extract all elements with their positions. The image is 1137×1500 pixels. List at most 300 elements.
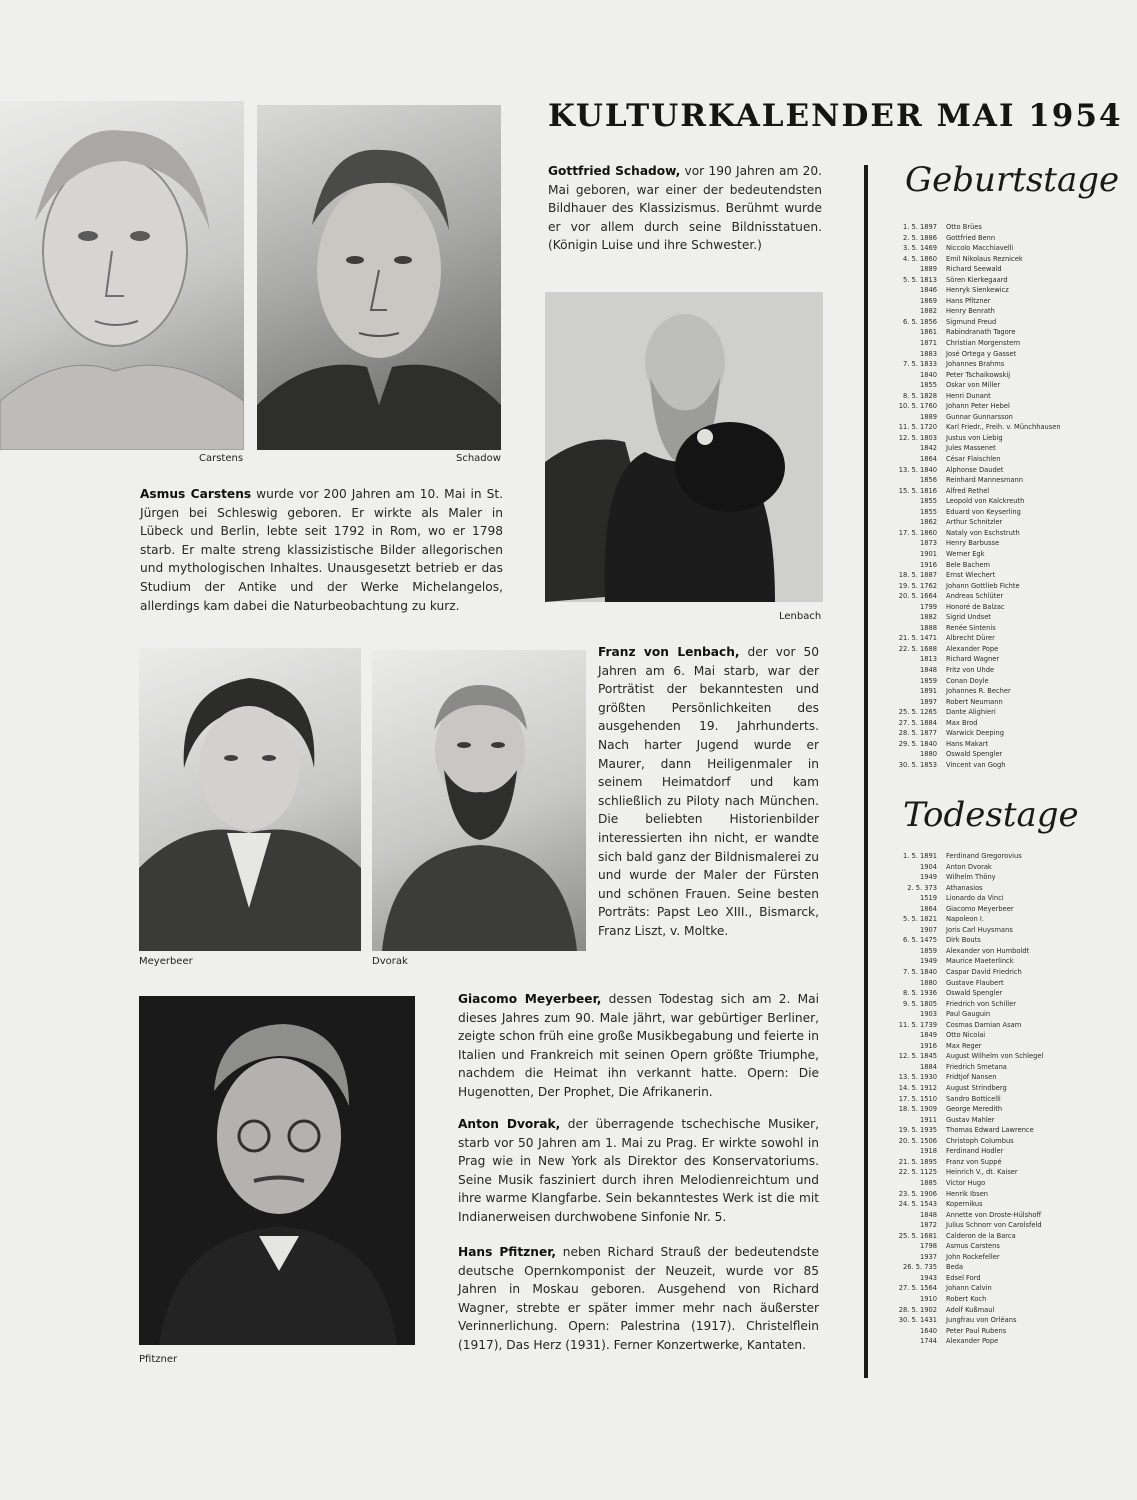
death-entry-name: Gustav Mahler <box>946 1115 995 1124</box>
birthday-entry-name: Conan Doyle <box>946 676 989 685</box>
death-entry <box>880 1167 1043 1178</box>
birthday-entry-name: Alphonse Daudet <box>946 465 1004 474</box>
birthday-entry <box>880 380 1061 391</box>
death-entry-name: Henrik Ibsen <box>946 1189 989 1198</box>
death-entry <box>880 1252 1043 1263</box>
death-entry <box>880 1241 1043 1252</box>
birthday-entry-name: Leopold von Kalckreuth <box>946 497 1025 506</box>
birthday-entry <box>880 465 1061 476</box>
death-entry <box>880 925 1043 936</box>
birthday-entry-date: 1871 <box>919 339 937 348</box>
birthday-entry <box>880 443 1061 454</box>
birthday-entry-name: Alexander Pope <box>946 644 999 653</box>
death-entry <box>880 1104 1043 1115</box>
birthday-entry <box>880 475 1061 486</box>
death-entry <box>880 893 1043 904</box>
birthday-entry-date: 1855 <box>919 507 937 516</box>
birthday-entry-date: 22. 5. 1688 <box>898 644 937 653</box>
birthday-entry <box>880 749 1061 760</box>
death-entry-date: 1937 <box>919 1252 937 1261</box>
birthday-entry-name: Otto Brües <box>946 223 982 231</box>
article-carstens: Asmus Carstens wurde vor 200 Jahren am 10. Mai in St. Jürgen bei Schleswig geboren. Er wirkte als Maler in Lübeck und Berlin, lebte seit 1792 in Rom, wo er 1798 starb. Er malte streng klassizistische Bilder allegorischen und mythologischen Inhaltes. Unausgesetzt betrieb er das Studium der Antike und der Werke Michelangelos, allerdings kam dabei die Naturbeobachtung zu kurz. <box>140 487 504 613</box>
death-entry-name: Franz von Suppé <box>946 1157 1002 1166</box>
death-entry-name: Friedrich von Schiller <box>946 999 1016 1008</box>
birthday-entry-name: Fritz von Uhde <box>946 665 995 674</box>
birthday-entry-date: 13. 5. 1840 <box>898 465 937 474</box>
birthday-entry-date: 1855 <box>919 381 937 390</box>
death-entry-date: 7. 5. 1840 <box>902 968 937 977</box>
death-entry-date: 1907 <box>919 925 937 934</box>
death-entry <box>880 872 1043 883</box>
birthday-entry <box>880 222 1061 233</box>
death-entry-date: 12. 5. 1845 <box>898 1052 937 1061</box>
birthday-entry-name: Jules Massenet <box>946 444 996 453</box>
birthday-entry-name: Renée Sintenis <box>946 623 996 632</box>
death-entry <box>880 883 1043 894</box>
birthday-entry-name: Bele Bachem <box>946 560 991 569</box>
birthday-entry <box>880 517 1061 528</box>
death-entry-date: 23. 5. 1906 <box>898 1189 937 1198</box>
death-entry <box>880 1020 1043 1031</box>
death-entry-name: Oswald Spengler <box>946 989 1003 998</box>
birthday-entry-name: Arthur Schnitzler <box>946 518 1003 527</box>
death-entry-date: 8. 5. 1936 <box>902 989 937 998</box>
death-entry-date: 1910 <box>919 1294 937 1303</box>
birthday-entry <box>880 422 1061 433</box>
death-entry-name: Beda <box>946 1263 964 1272</box>
death-entry <box>880 1157 1043 1168</box>
birthday-entry-name: Oskar von Miller <box>946 381 1001 390</box>
death-entry-name: Annette von Droste-Hülshoff <box>946 1210 1042 1219</box>
death-entry <box>880 1178 1043 1189</box>
death-entry <box>880 956 1043 967</box>
death-entry-date: 27. 5. 1564 <box>898 1284 937 1293</box>
deaths-heading: Todestage <box>903 795 1079 835</box>
death-entry-date: 1949 <box>919 957 937 966</box>
page-title: KULTURKALENDER MAI 1954 <box>548 98 1123 134</box>
death-entry <box>880 1220 1043 1231</box>
death-entry-name: Giacomo Meyerbeer <box>946 904 1014 913</box>
birthdays-list <box>880 222 1061 770</box>
birthday-entry-date: 1848 <box>919 665 937 674</box>
birthday-entry-date: 1888 <box>919 623 937 632</box>
birthday-entry-name: Sören Kierkegaard <box>946 275 1008 284</box>
article-meyerbeer: Giacomo Meyerbeer, dessen Todestag sich am 2. Mai dieses Jahres zum 90. Male jährt, war gebürtiger Berliner, zeigte schon früh eine große Musikbegabung und feierte in Italien und Frankreich mit seinen Opern größte Triumphe, nachdem die Heimat ihn verkannt hatte. Opern: Die Hugenotten, Der Prophet, Die Afrikanerin. <box>458 992 819 1099</box>
birthday-entry-name: Oswald Spengler <box>946 750 1003 759</box>
birthday-entry <box>880 317 1061 328</box>
birthday-entry-name: Vincent van Gogh <box>946 760 1006 769</box>
birthday-entry <box>880 233 1061 244</box>
birthday-entry <box>880 275 1061 286</box>
birthday-entry-date: 20. 5. 1664 <box>898 592 937 601</box>
birthday-entry <box>880 560 1061 571</box>
birthday-entry-name: Andreas Schlüter <box>946 592 1004 601</box>
death-entry-name: Cosmas Damian Asam <box>946 1020 1022 1029</box>
death-entry <box>880 1094 1043 1105</box>
birthday-entry-name: Richard Wagner <box>946 655 1000 664</box>
birthday-entry-name: Johann Peter Hebel <box>946 402 1010 411</box>
death-entry-date: 13. 5. 1930 <box>898 1073 937 1082</box>
birthday-entry-date: 1882 <box>919 307 937 316</box>
birthday-entry <box>880 264 1061 275</box>
death-entry-date: 2. 5. 373 <box>907 883 937 892</box>
death-entry-name: Victor Hugo <box>946 1178 986 1187</box>
portrait-schadow <box>257 105 501 450</box>
birthday-entry-date: 1862 <box>919 518 937 527</box>
article-dvorak: Anton Dvorak, der überragende tschechische Musiker, starb vor 50 Jahren am 1. Mai zu Prag. Er wirkte sowohl in Prag wie in New York als Direktor des Konservatoriums. Seine Musik fasziniert durch ihren Melodienreichtum und ihre warme Klangfarbe. Sein bekanntestes Werk ist die mit Indianerweisen durchwobene Sinfonie Nr. 5. <box>458 1117 819 1224</box>
death-entry-date: 1903 <box>919 1010 937 1019</box>
birthday-entry-name: Rabindranath Tagore <box>946 328 1016 337</box>
caption-schadow: Schadow <box>456 453 501 464</box>
death-entry <box>880 851 1043 862</box>
death-entry-name: Johann Calvin <box>946 1284 992 1293</box>
article-schadow: Gottfried Schadow, vor 190 Jahren am 20. Mai geboren, war einer der bedeutendsten Bildhauer des Klassizismus. Berühmt wurde er vor allem durch seine Bildnisstatuen. (Königin Luise und ihre Schwester.) <box>548 164 822 253</box>
death-entry <box>880 914 1043 925</box>
death-entry-date: 14. 5. 1912 <box>898 1084 937 1093</box>
birthday-entry-name: Niccolo Macchiavelli <box>946 244 1014 253</box>
birthday-entry-name: Robert Neumann <box>946 697 1003 706</box>
birthday-entry-name: Hans Makart <box>946 739 989 748</box>
death-entry-name: Heinrich V., dt. Kaiser <box>946 1168 1018 1177</box>
birthday-entry <box>880 633 1061 644</box>
birthday-entry <box>880 486 1061 497</box>
death-entry-name: Alexander Pope <box>946 1337 999 1346</box>
death-entry <box>880 1051 1043 1062</box>
birthday-entry-date: 30. 5. 1853 <box>898 760 937 769</box>
birthday-entry-date: 1861 <box>919 328 937 337</box>
birthday-entry <box>880 401 1061 412</box>
birthday-entry-name: Max Brod <box>946 718 978 727</box>
death-entry <box>880 1326 1043 1337</box>
birthday-entry-date: 3. 5. 1469 <box>902 244 937 253</box>
caption-meyerbeer: Meyerbeer <box>139 956 193 967</box>
death-entry-name: August Wilhelm von Schlegel <box>946 1052 1044 1061</box>
portrait-carstens <box>0 101 244 450</box>
death-entry-name: Julius Schnorr von Carolsfeld <box>946 1221 1042 1230</box>
birthday-entry-date: 1873 <box>919 539 937 548</box>
birthday-entry-date: 1842 <box>919 444 937 453</box>
birthday-entry <box>880 370 1061 381</box>
death-entry-date: 1949 <box>919 873 937 882</box>
birthday-entry-date: 1889 <box>919 265 937 274</box>
birthday-entry <box>880 707 1061 718</box>
death-entry-date: 1904 <box>919 862 937 871</box>
death-entry <box>880 862 1043 873</box>
birthday-entry-name: Nataly von Eschstruth <box>946 528 1020 537</box>
birthday-entry-name: Honoré de Balzac <box>946 602 1005 611</box>
birthday-entry <box>880 243 1061 254</box>
birthday-entry-name: Dante Alighieri <box>946 708 996 717</box>
death-entry-date: 1864 <box>919 904 937 913</box>
birthday-entry-date: 1799 <box>919 602 937 611</box>
death-entry-name: Asmus Carstens <box>946 1242 1000 1251</box>
death-entry-name: Ferdinand Gregorovius <box>946 852 1022 860</box>
birthday-entry <box>880 254 1061 265</box>
birthday-entry-name: Henry Barbusse <box>946 539 1000 548</box>
birthday-entry-date: 18. 5. 1887 <box>898 571 937 580</box>
death-entry <box>880 1305 1043 1316</box>
death-entry <box>880 1199 1043 1210</box>
death-entry-date: 1848 <box>919 1210 937 1219</box>
death-entry-name: Alexander von Humboldt <box>946 946 1030 955</box>
death-entry-date: 1849 <box>919 1031 937 1040</box>
death-entry-date: 30. 5. 1431 <box>898 1316 937 1325</box>
birthday-entry-name: Johannes R. Becher <box>946 687 1011 696</box>
death-entry-date: 24. 5. 1543 <box>898 1200 937 1209</box>
death-entry <box>880 1262 1043 1273</box>
death-entry <box>880 1062 1043 1073</box>
birthday-entry-date: 25. 5. 1265 <box>898 708 937 717</box>
birthday-entry-date: 1864 <box>919 455 937 464</box>
death-entry-date: 19. 5. 1935 <box>898 1126 937 1135</box>
birthday-entry-name: Gunnar Gunnarsson <box>946 412 1013 421</box>
death-entry <box>880 1273 1043 1284</box>
sidebar-divider <box>864 165 868 1378</box>
birthday-entry-name: Sigmund Freud <box>946 317 997 326</box>
death-entry-date: 1859 <box>919 946 937 955</box>
death-entry-name: Napoleon I. <box>946 915 984 924</box>
birthday-entry <box>880 676 1061 687</box>
birthday-entry-date: 1869 <box>919 296 937 305</box>
birthday-entry <box>880 718 1061 729</box>
death-entry-date: 1. 5. 1891 <box>902 852 937 860</box>
death-entry-date: 1880 <box>919 978 937 987</box>
death-entry-date: 1943 <box>919 1273 937 1282</box>
birthday-entry-date: 6. 5. 1856 <box>902 317 937 326</box>
birthday-entry-date: 1846 <box>919 286 937 295</box>
death-entry-name: Joris Carl Huysmans <box>946 925 1013 934</box>
birthday-entry <box>880 327 1061 338</box>
death-entry-date: 21. 5. 1895 <box>898 1157 937 1166</box>
death-entry <box>880 1136 1043 1147</box>
caption-dvorak: Dvorak <box>372 956 408 967</box>
birthday-entry-date: 8. 5. 1828 <box>902 391 937 400</box>
birthday-entry <box>880 412 1061 423</box>
death-entry-name: Wilhelm Thöny <box>946 873 996 882</box>
death-entry <box>880 1009 1043 1020</box>
death-entry-date: 1911 <box>919 1115 937 1124</box>
birthday-entry-name: Henry Benrath <box>946 307 995 316</box>
birthday-entry <box>880 728 1061 739</box>
birthday-entry-date: 2. 5. 1886 <box>902 233 937 242</box>
caption-carstens: Carstens <box>199 453 244 464</box>
birthday-entry-date: 27. 5. 1884 <box>898 718 937 727</box>
death-entry-date: 1872 <box>919 1221 937 1230</box>
birthday-entry-date: 29. 5. 1840 <box>898 739 937 748</box>
death-entry <box>880 1336 1043 1347</box>
death-entry <box>880 967 1043 978</box>
birthday-entry <box>880 433 1061 444</box>
birthday-entry-date: 1882 <box>919 613 937 622</box>
article-lenbach: Franz von Lenbach, der vor 50 Jahren am 6. Mai starb, war der Porträtist der bekanntesten und größten Persönlichkeiten des ausgehenden 19. Jahrhunderts. Nach harter Jugend wurde er Maurer, dann Heiligenmaler in seinem Heimatdorf und kam schließlich zu Piloty nach München. Die beliebten Historienbilder interessierten ihn nicht, er wandte sich bald ganz der Bildnismalerei zu und wurde der Maler der Fürsten und schönen Frauen. Seine besten Porträts: Papst Leo XIII., Bismarck, Franz Liszt, v. Moltke. <box>598 645 820 938</box>
birthday-entry-date: 19. 5. 1762 <box>898 581 937 590</box>
death-entry-date: 22. 5. 1125 <box>898 1168 937 1177</box>
birthday-entry <box>880 349 1061 360</box>
death-entry-name: Caspar David Friedrich <box>946 968 1022 977</box>
birthday-entry-date: 10. 5. 1760 <box>898 402 937 411</box>
death-entry-name: Paul Gauguin <box>946 1010 991 1019</box>
death-entry-name: John Rockefeller <box>946 1252 1000 1261</box>
death-entry <box>880 1083 1043 1094</box>
death-entry <box>880 1189 1043 1200</box>
birthday-entry <box>880 623 1061 634</box>
birthday-entry-date: 4. 5. 1860 <box>902 254 937 263</box>
birthday-entry <box>880 739 1061 750</box>
death-entry-date: 1744 <box>919 1337 937 1346</box>
death-entry-name: Max Reger <box>946 1041 982 1050</box>
death-entry-date: 18. 5. 1909 <box>898 1105 937 1114</box>
death-entry-name: Peter Paul Rubens <box>946 1326 1007 1335</box>
birthday-entry <box>880 760 1061 771</box>
birthday-entry <box>880 359 1061 370</box>
death-entry-name: Maurice Maeterlinck <box>946 957 1014 966</box>
death-entry-date: 5. 5. 1821 <box>902 915 937 924</box>
birthday-entry <box>880 538 1061 549</box>
birthday-entry-date: 15. 5. 1816 <box>898 486 937 495</box>
birthday-entry-date: 1891 <box>919 687 937 696</box>
death-entry-name: Sandro Botticelli <box>946 1094 1001 1103</box>
death-entry <box>880 1125 1043 1136</box>
birthdays-heading: Geburtstage <box>905 160 1120 200</box>
birthday-entry <box>880 296 1061 307</box>
death-entry-name: August Strindberg <box>946 1084 1007 1093</box>
birthday-entry-name: Christian Morgenstern <box>946 339 1021 348</box>
death-entry-date: 6. 5. 1475 <box>902 936 937 945</box>
birthday-entry-date: 17. 5. 1860 <box>898 528 937 537</box>
death-entry <box>880 999 1043 1010</box>
photo-pfitzner <box>139 996 415 1345</box>
deaths-list <box>880 851 1043 1347</box>
birthday-entry-date: 1897 <box>919 697 937 706</box>
birthday-entry-name: Johann Gottlieb Fichte <box>946 581 1020 590</box>
birthday-entry-date: 28. 5. 1877 <box>898 729 937 738</box>
birthday-entry <box>880 654 1061 665</box>
birthday-entry-name: Gottfried Benn <box>946 233 996 242</box>
death-entry <box>880 1030 1043 1041</box>
birthday-entry-name: Reinhard Mannesmann <box>946 476 1023 485</box>
caption-pfitzner: Pfitzner <box>139 1354 178 1365</box>
death-entry-date: 25. 5. 1681 <box>898 1231 937 1240</box>
death-entry-name: Athanasios <box>946 883 983 892</box>
birthday-entry-name: Justus von Liebig <box>946 433 1003 442</box>
death-entry-date: 28. 5. 1902 <box>898 1305 937 1314</box>
birthday-entry-date: 1855 <box>919 497 937 506</box>
birthday-entry <box>880 549 1061 560</box>
birthday-entry-date: 7. 5. 1833 <box>902 360 937 369</box>
birthday-entry <box>880 391 1061 402</box>
birthday-entry <box>880 570 1061 581</box>
birthday-entry-date: 5. 5. 1813 <box>902 275 937 284</box>
birthday-entry-name: Warwick Deeping <box>946 729 1004 738</box>
birthday-entry <box>880 612 1061 623</box>
birthday-entry-name: Peter Tschaikowskij <box>946 370 1011 379</box>
death-entry-date: 20. 5. 1506 <box>898 1136 937 1145</box>
death-entry-name: Dirk Bouts <box>946 936 981 945</box>
death-entry-date: 9. 5. 1805 <box>902 999 937 1008</box>
death-entry-name: Robert Koch <box>946 1294 987 1303</box>
birthday-entry-name: Albrecht Dürer <box>946 634 995 643</box>
birthday-entry-name: Ernst Wiechert <box>946 571 996 580</box>
death-entry-name: Edsel Ford <box>946 1273 981 1282</box>
death-entry-date: 1798 <box>919 1242 937 1251</box>
death-entry-date: 1519 <box>919 894 937 903</box>
death-entry-date: 1918 <box>919 1147 937 1156</box>
birthday-entry-name: Richard Seewald <box>946 265 1002 274</box>
death-entry <box>880 1115 1043 1126</box>
death-entry-name: Adolf Kußmaul <box>946 1305 995 1314</box>
death-entry <box>880 1072 1043 1083</box>
death-entry-date: 11. 5. 1739 <box>898 1020 937 1029</box>
death-entry-name: Ferdinand Hodler <box>946 1147 1004 1156</box>
portrait-dvorak <box>372 650 586 951</box>
birthday-entry-date: 1813 <box>919 655 937 664</box>
death-entry-name: Jungfrau von Orléans <box>946 1316 1017 1325</box>
birthday-entry-name: César Flaischlen <box>946 455 1001 464</box>
death-entry <box>880 988 1043 999</box>
death-entry-name: Fridtjof Nansen <box>946 1073 997 1082</box>
death-entry-date: 1884 <box>919 1062 937 1071</box>
death-entry <box>880 1210 1043 1221</box>
birthday-entry <box>880 591 1061 602</box>
birthday-entry-date: 1856 <box>919 476 937 485</box>
death-entry <box>880 1041 1043 1052</box>
photo-lenbach <box>545 292 823 602</box>
birthday-entry-name: José Ortega y Gasset <box>946 349 1017 358</box>
death-entry-date: 1916 <box>919 1041 937 1050</box>
birthday-entry <box>880 496 1061 507</box>
birthday-entry-date: 1. 5. 1897 <box>902 223 937 231</box>
birthday-entry-name: Werner Egk <box>946 549 985 558</box>
death-entry-name: Calderon de la Barca <box>946 1231 1016 1240</box>
death-entry-date: 1885 <box>919 1178 937 1187</box>
death-entry-name: George Meredith <box>946 1105 1003 1114</box>
birthday-entry-date: 1859 <box>919 676 937 685</box>
death-entry-name: Christoph Columbus <box>946 1136 1014 1145</box>
birthday-entry-name: Johannes Brahms <box>946 360 1005 369</box>
birthday-entry-date: 12. 5. 1803 <box>898 433 937 442</box>
birthday-entry-name: Emil Nikolaus Reznicek <box>946 254 1023 263</box>
birthday-entry <box>880 602 1061 613</box>
death-entry-name: Lionardo da Vinci <box>946 894 1004 903</box>
birthday-entry-name: Karl Friedr., Freih. v. Münchhausen <box>946 423 1061 432</box>
portrait-meyerbeer <box>139 648 361 951</box>
birthday-entry <box>880 507 1061 518</box>
death-entry <box>880 946 1043 957</box>
birthday-entry-date: 1840 <box>919 370 937 379</box>
birthday-entry <box>880 581 1061 592</box>
birthday-entry-name: Henryk Sienkewicz <box>946 286 1009 295</box>
death-entry-name: Otto Nicolai <box>946 1031 986 1040</box>
death-entry <box>880 1315 1043 1326</box>
birthday-entry-date: 1883 <box>919 349 937 358</box>
birthday-entry-name: Sigrid Undset <box>946 613 991 622</box>
birthday-entry-name: Hans Pfitzner <box>946 296 991 305</box>
birthday-entry-date: 11. 5. 1720 <box>898 423 937 432</box>
birthday-entry <box>880 454 1061 465</box>
birthday-entry <box>880 686 1061 697</box>
birthday-entry-name: Alfred Rethel <box>946 486 990 495</box>
birthday-entry <box>880 644 1061 655</box>
death-entry <box>880 904 1043 915</box>
birthday-entry-name: Eduard von Keyserling <box>946 507 1021 516</box>
death-entry <box>880 978 1043 989</box>
birthday-entry <box>880 306 1061 317</box>
caption-lenbach: Lenbach <box>779 611 822 622</box>
birthday-entry-date: 1901 <box>919 549 937 558</box>
death-entry <box>880 1231 1043 1242</box>
death-entry <box>880 1294 1043 1305</box>
article-pfitzner: Hans Pfitzner, neben Richard Strauß der bedeutendste deutsche Opernkomponist der Neuzeit, wurde vor 85 Jahren in Moskau geboren. Ausgehend von Richard Wagner, strebte er später immer mehr nach äußerster Verinnerlichung. Opern: Palestrina (1917). Christelflein (1917), Das Herz (1931). Ferner Konzertwerke, Kantaten. <box>458 1245 819 1352</box>
